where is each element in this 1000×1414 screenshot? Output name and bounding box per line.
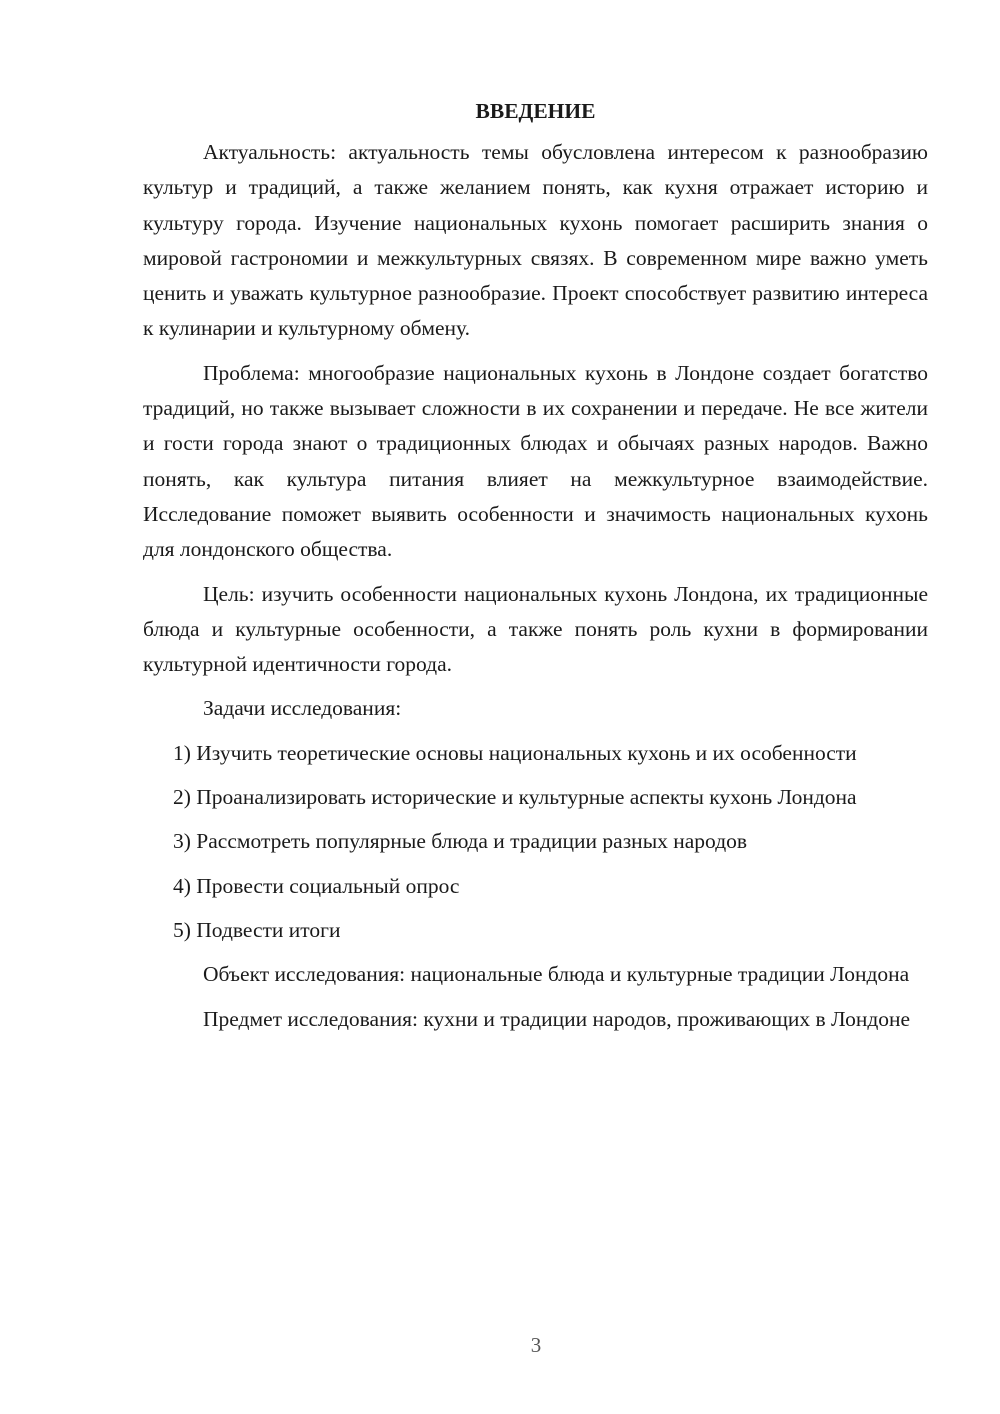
task-item-5: 5) Подвести итоги [173,917,341,942]
section-title: ВВЕДЕНИЕ [475,99,596,123]
paragraph-relevance: Актуальность: актуальность темы обусловлена интересом к разнообразию культур и традиций, а также желанием понять, как кухня отражает историю и культуру города. Изучение национальных кухонь помогает расширить знания о мировой гастрономии и межкультурных связях. В современном мире важно уметь ценить и уважать культурное разнообразие. Проект способствует развитию интереса к кулинарии и культурному обмену. [143,140,928,341]
task-item-2: 2) Проанализировать исторические и культурные аспекты кухонь Лондона [173,785,857,810]
document-page [143,95,928,1046]
task-item-3: 3) Рассмотреть популярные блюда и традиции разных народов [173,829,748,854]
paragraph-object: Объект исследования: национальные блюда и культурные традиции Лондона [203,962,910,987]
task-item-1: 1) Изучить теоретические основы национальных кухонь и их особенности [173,740,857,765]
paragraph-problem: Проблема: многообразие национальных кухонь в Лондоне создает богатство традиций, но также вызывает сложности в их сохранении и передаче. Не все жители и гости города знают о традиционных блюдах и обычаях разных народов. Важно понять, как культура питания влияет на межкультурное взаимодействие. Исследование поможет выявить особенности и значимость национальных кухонь для лондонского общества. [143,360,928,562]
paragraph-subject: Предмет исследования: кухни и традиции народов, проживающих в Лондоне [203,1006,911,1031]
paragraph-tasks-heading: Задачи исследования: [203,696,402,721]
paragraph-goal: Цель: изучить особенности национальных кухонь Лондона, их традиционные блюда и культурные особенности, а также понять роль кухни в формировании культурной идентичности города. [143,581,928,677]
task-item-4: 4) Провести социальный опрос [173,873,460,898]
page-number: 3 [530,1333,542,1357]
